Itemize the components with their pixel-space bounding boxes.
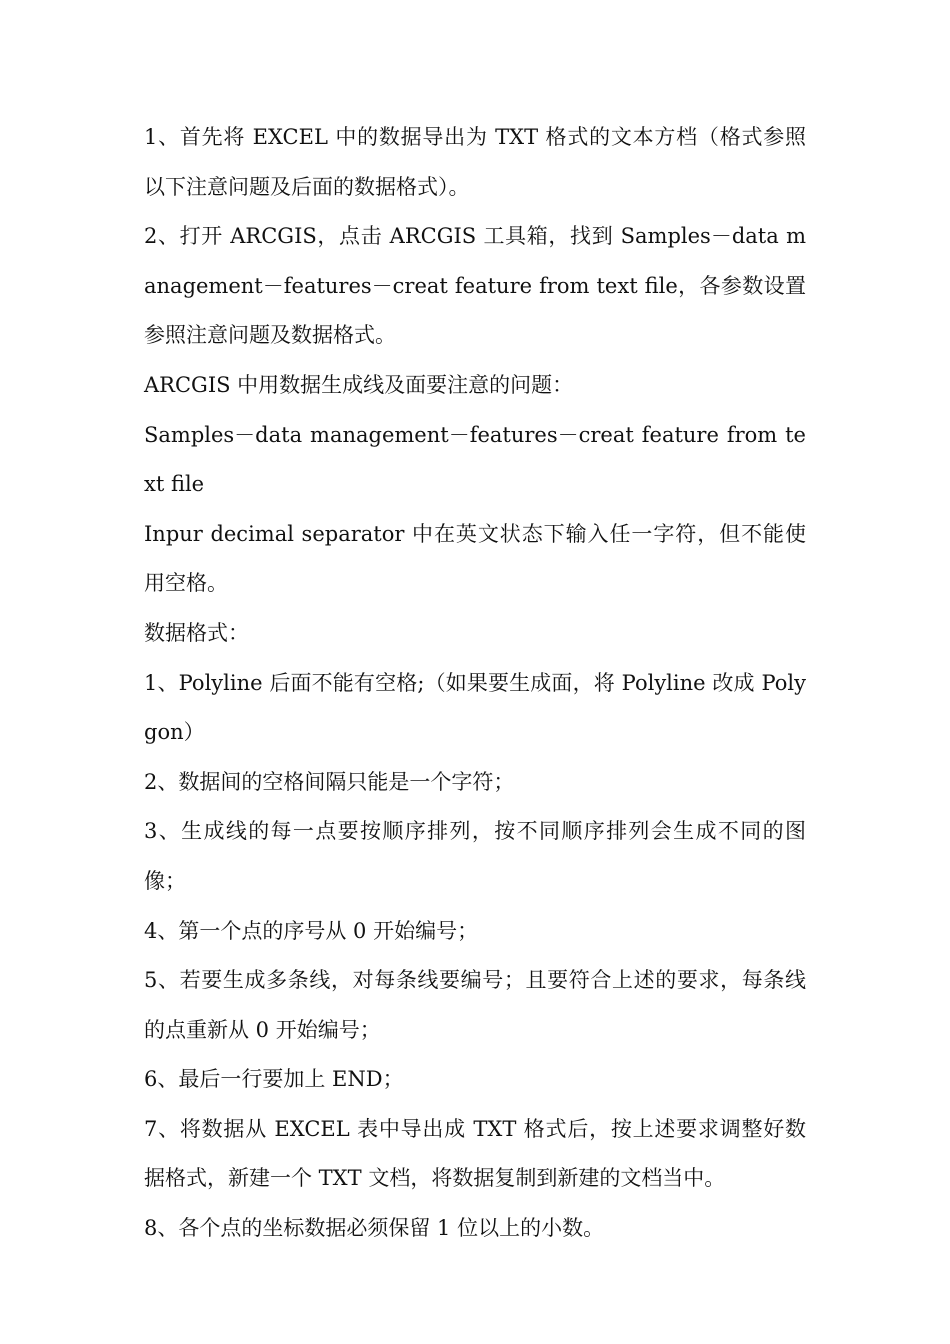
- paragraph-data-format-heading: 数据格式：: [144, 620, 249, 645]
- paragraph-format-rule-7: 7、将数据从 EXCEL 表中导出成 TXT 格式后，按上述要求调整好数据格式，新建一个 TXT 文档，将数据复制到新建的文档当中。: [144, 1116, 806, 1191]
- paragraph-format-rule-3: 3、生成线的每一点要按顺序排列，按不同顺序排列会生成不同的图像；: [144, 819, 806, 893]
- paragraph-tool-path: Samples－data management－features－creat feature from text file: [144, 422, 806, 497]
- paragraph-step-1-export: 1、首先将 EXCEL 中的数据导出为 TXT 格式的文本方档（格式参照以下注意问题及后面的数据格式）。: [144, 125, 806, 199]
- paragraph-format-rule-6: 6、最后一行要加上 END；: [144, 1067, 404, 1092]
- paragraph-format-rule-8: 8、各个点的坐标数据必须保留 1 位以上的小数。: [144, 1216, 605, 1241]
- paragraph-step-2-arcgis: 2、打开 ARCGIS，点击 ARCGIS 工具箱，找到 Samples－data management－features－creat feature from text file，各参数设置参照注意问题及数据格式。: [144, 224, 806, 348]
- paragraph-decimal-separator: Inpur decimal separator 中在英文状态下输入任一字符，但不能使用空格。: [144, 521, 806, 596]
- paragraph-format-rule-5: 5、若要生成多条线，对每条线要编号；且要符合上述的要求，每条线的点重新从 0 开始编号；: [144, 968, 806, 1042]
- paragraph-format-rule-1: 1、Polyline 后面不能有空格;（如果要生成面，将 Polyline 改成 Polygon）: [144, 670, 806, 745]
- paragraph-notes-heading: ARCGIS 中用数据生成线及面要注意的问题：: [144, 372, 574, 397]
- paragraph-format-rule-2: 2、数据间的空格间隔只能是一个字符；: [144, 769, 515, 794]
- paragraph-format-rule-4: 4、第一个点的序号从 0 开始编号；: [144, 918, 479, 943]
